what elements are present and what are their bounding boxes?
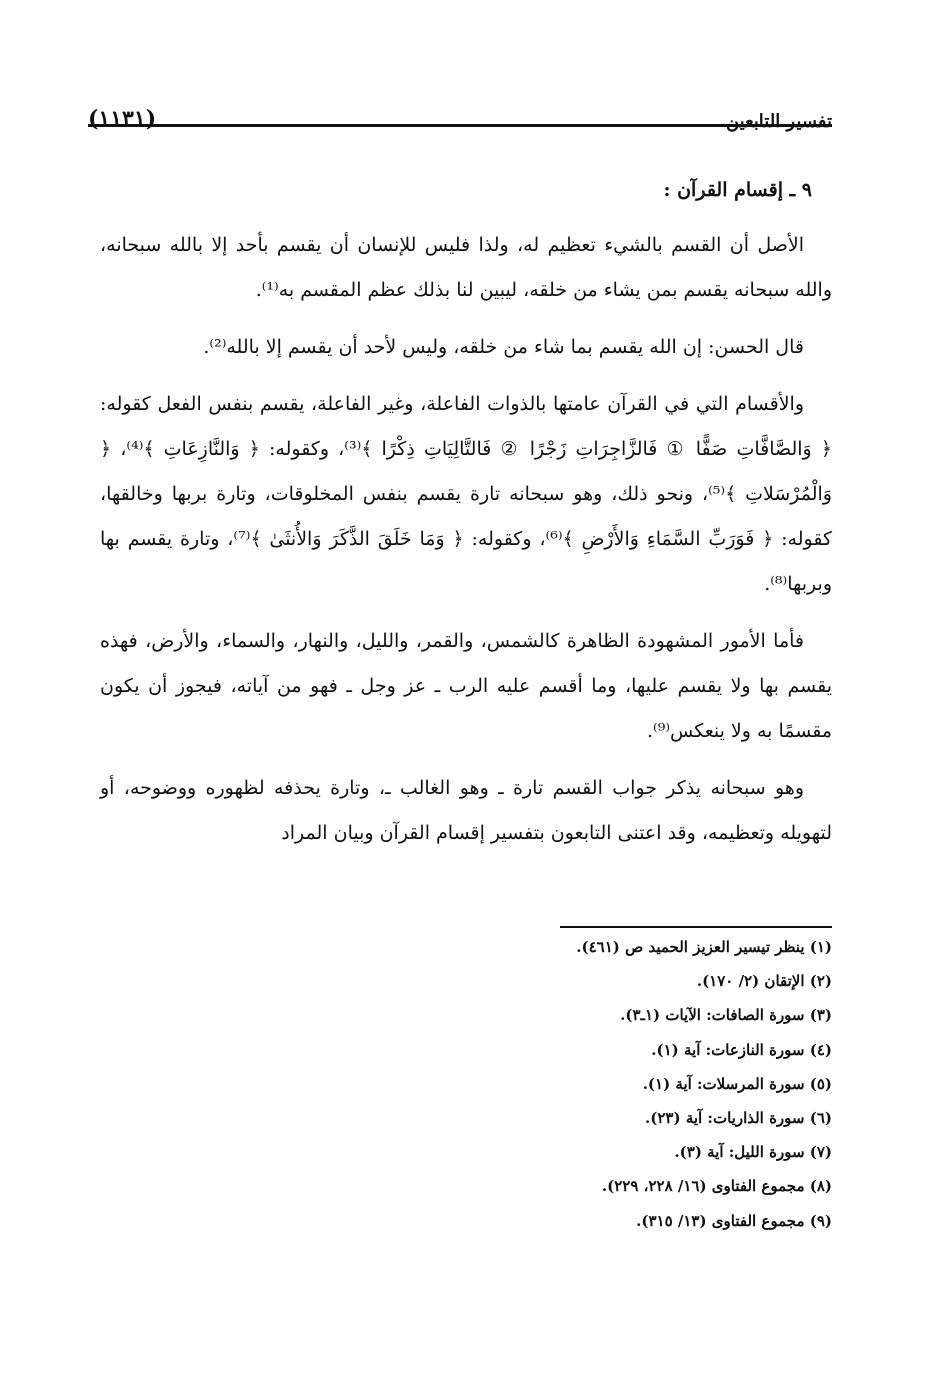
header-rule (88, 124, 832, 127)
paragraph-2: قال الحسن: إن الله يقسم بما شاء من خلقه، وليس لأحد أن يقسم إلا بالله⁽²⁾. (203, 336, 804, 358)
footnote-2: (٢) الإتقان (٢/ ١٧٠). (696, 972, 832, 991)
paragraph-5: وهو سبحانه يذكر جواب القسم تارة ـ وهو الغالب ـ، وتارة يحذفه لظهوره ووضوحه، أو لتهويله وتعظيمه، وقد اعتنى التابعون بتفسير إقسام القرآن وبيان المراد (100, 777, 832, 844)
footnote-divider (560, 926, 832, 928)
paragraph-1: الأصل أن القسم بالشيء تعظيم له، ولذا فليس للإنسان أن يقسم بأحد إلا بالله سبحانه، والله سبحانه يقسم بمن يشاء من خلقه، ليبين لنا بذلك عظم المقسم به⁽¹⁾. (100, 234, 832, 301)
page-number: (١١٣١) (88, 106, 157, 132)
paragraph-4: فأما الأمور المشهودة الظاهرة كالشمس، والقمر، والليل، والنهار، والسماء، والأرض، فهذه يقسم بها ولا يقسم عليها، وما أقسم عليه الرب ـ عز وجل ـ فهو من آياته، فيجوز أن يكون مقسمًا به ولا ينعكس⁽⁹⁾. (100, 630, 832, 742)
footnote-3: (٣) سورة الصافات: الآيات (١ـ٣). (620, 1006, 832, 1025)
main-text (100, 168, 832, 868)
footnotes (112, 930, 832, 1238)
footnote-7: (٧) سورة الليل: آية (٣). (674, 1143, 832, 1162)
footnote-8: (٨) مجموع الفتاوى (١٦/ ٢٢٨، ٢٢٩). (601, 1177, 832, 1196)
footnote-5: (٥) سورة المرسلات: آية (١). (642, 1074, 832, 1093)
footnote-1: (١) ينظر تيسير العزيز الحميد ص (٤٦١). (576, 938, 832, 956)
footnote-6: (٦) سورة الذاريات: آية (٢٣). (645, 1109, 832, 1128)
section-heading: ٩ ـ إقسام القرآن : (663, 179, 812, 201)
footnote-4: (٤) سورة النازعات: آية (١). (651, 1040, 832, 1059)
running-title: تفسير التابعين (725, 111, 832, 132)
paragraph-3: والأقسام التي في القرآن عامتها بالذوات الفاعلة، وغير الفاعلة، يقسم بنفس الفعل كقوله: ﴿ وَالصَّافَّاتِ صَفًّا ① فَالزَّاجِرَاتِ زَجْرًا ② فَالتَّالِيَاتِ ذِكْرًا ﴾⁽³⁾، وكقوله: ﴿ وَالنَّازِعَاتِ ﴾⁽⁴⁾، ﴿ وَالْمُرْسَلاتِ ﴾⁽⁵⁾، ونحو ذلك، وهو سبحانه تارة يقسم بنفس المخلوقات، وتارة بربها وخالقها، كقوله: ﴿ فَوَرَبِّ السَّمَاءِ وَالأَرْضِ ﴾⁽⁶⁾، وكقوله: ﴿ وَمَا خَلَقَ الذَّكَرَ وَالأُنثَىٰ ﴾⁽⁷⁾، وتارة يقسم بها وبربها⁽⁸⁾. (100, 393, 832, 595)
footnote-9: (٩) مجموع الفتاوى (١٣/ ٣١٥). (636, 1211, 832, 1230)
